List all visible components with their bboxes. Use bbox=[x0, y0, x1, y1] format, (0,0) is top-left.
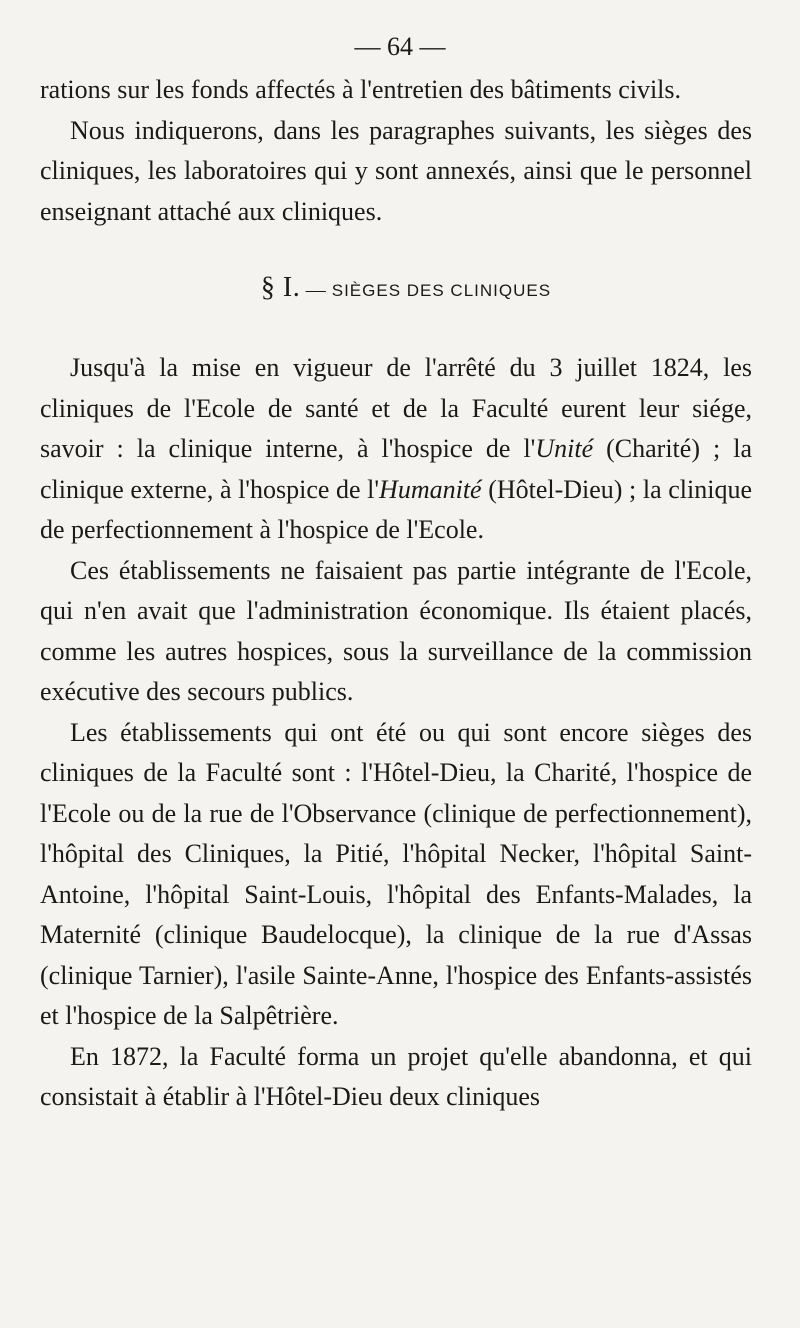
italic-unite: Unité bbox=[535, 434, 594, 463]
paragraph-establishments: Les établissements qui ont été ou qui sont encore sièges des cliniques de la Faculté sont : l'Hôtel-Dieu, la Charité, l'hospice de l'Ecole ou de la rue de l'Observance (clinique de perfectionnement), l'hôpital des Cliniques, la Pitié, l'hôpital Necker, l'hôpital Saint-Antoine, l'hôpital Saint-Louis, l'hôpital des Enfants-Malades, la Maternité (clinique Baudelocque), la clinique de la rue d'Assas (clinique Tarnier), l'asile Sainte-Anne, l'hospice des Enfants-assistés et l'hospice de la Salpêtrière. bbox=[40, 717, 752, 1030]
paragraph-continuation: rations sur les fonds affectés à l'entretien des bâtiments civils. bbox=[40, 75, 682, 104]
section-dash: — bbox=[305, 279, 327, 301]
paragraph-history bbox=[40, 348, 752, 551]
italic-humanite: Humanité bbox=[379, 474, 482, 504]
paragraph-history-part3: (Hôtel-Dieu) ; la clinique de perfectionnement à l'hospice de l'Ecole. bbox=[40, 474, 752, 544]
section-symbol: § I. bbox=[260, 272, 301, 303]
section-title: SIÈGES DES CLINIQUES bbox=[331, 281, 552, 300]
section-heading bbox=[40, 272, 752, 304]
paragraph-administration: Ces établissements ne faisaient pas partie intégrante de l'Ecole, qui n'en avait que l'administration économique. Ils étaient placés, comme les autres hospices, sous la surveillance de la commission exécutive des secours publics. bbox=[40, 555, 752, 706]
paragraph-history-part1: Jusqu'à la mise en vigueur de l'arrêté du 3 juillet 1824, les cliniques de l'Ecole de santé et de la Faculté eurent leur siége, savoir : la clinique interne, à l'hospice de l' bbox=[40, 353, 752, 463]
paragraph-project-1872: En 1872, la Faculté forma un projet qu'elle abandonna, et qui consistait à établir à l'Hôtel-Dieu deux cliniques bbox=[40, 1041, 752, 1111]
paragraph-introduction: Nous indiquerons, dans les paragraphes suivants, les sièges des cliniques, les laboratoires qui y sont annexés, ainsi que le personnel enseignant attaché aux cliniques. bbox=[40, 115, 752, 226]
paragraph-history-part2: (Charité) ; la clinique externe, à l'hospice de l' bbox=[40, 434, 752, 504]
page-number: — 64 — bbox=[354, 32, 446, 61]
